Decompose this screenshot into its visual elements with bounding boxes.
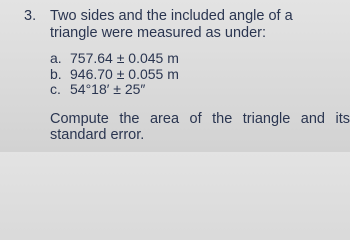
task-instruction-continued: standard error. [50, 127, 145, 143]
problem-3 [24, 8, 350, 148]
problem-statement: Two sides and the included angle of a triangle were measured as under: [50, 8, 293, 41]
measurement-item-b [50, 67, 179, 83]
item-letter: a. [50, 50, 62, 66]
task-instruction: Compute the area of the triangle and its [50, 111, 350, 127]
item-letter: c. [50, 81, 61, 97]
measurement-list [50, 51, 179, 98]
measurement-item-a [50, 51, 179, 67]
item-value: 54°18′ ± 25″ [70, 81, 146, 97]
measurement-item-c [50, 82, 179, 98]
problem-number: 3. [24, 8, 37, 24]
item-letter: b. [50, 65, 62, 82]
item-value: 946.70 ± 0.055 m [70, 65, 179, 82]
item-value: 757.64 ± 0.045 m [70, 50, 179, 66]
